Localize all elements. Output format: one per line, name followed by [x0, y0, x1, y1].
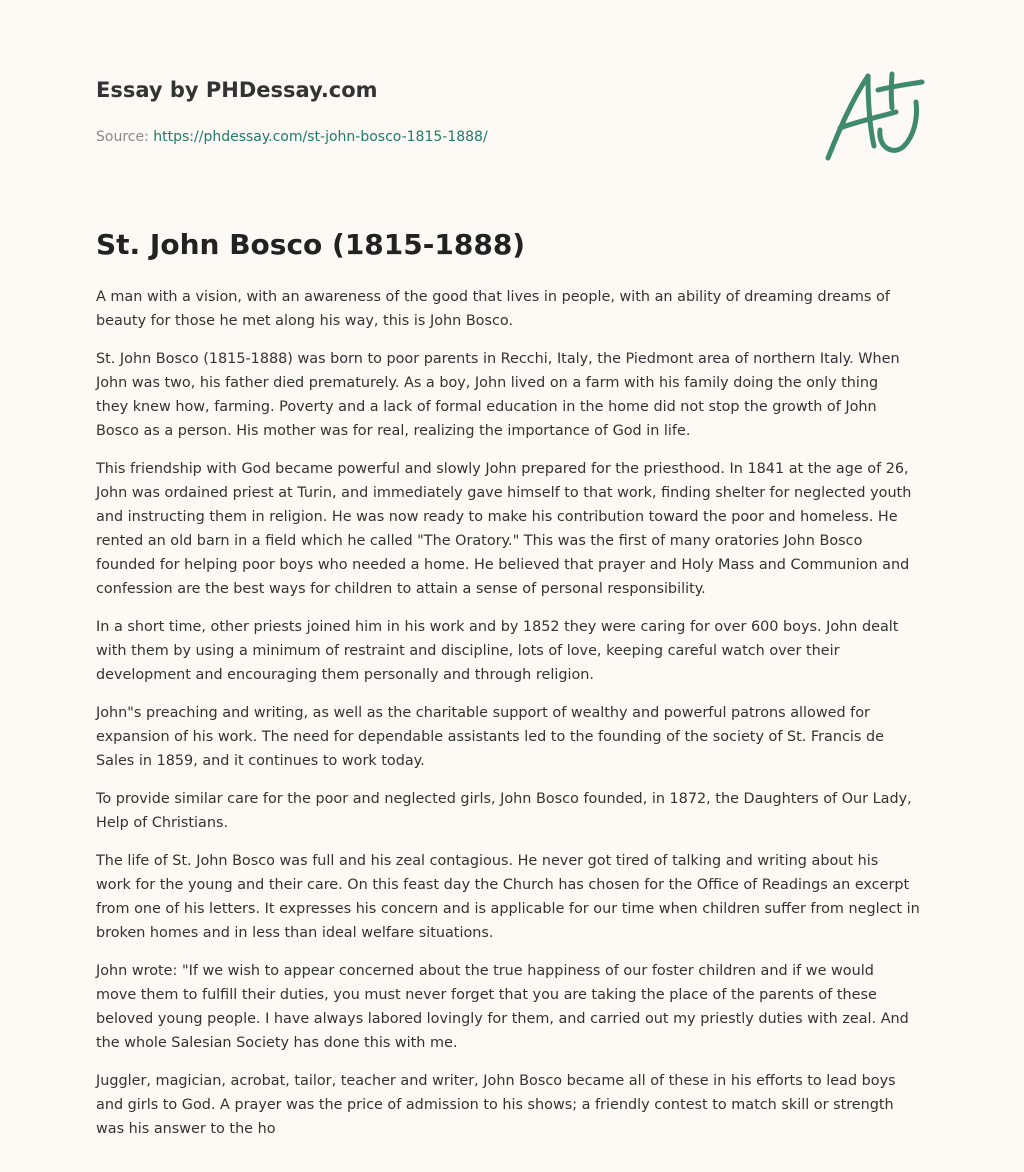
essay-paragraph — [96, 959, 930, 1055]
paragraph-line: beauty for those he met along his way, this is John Bosco. — [96, 313, 514, 329]
source-label: Source: — [96, 129, 149, 145]
essay-paragraph — [96, 615, 930, 687]
paragraph-line: In a short time, other priests joined him in his work and by 1852 they were caring for over 600 boys. John dealt — [96, 619, 899, 635]
paragraph-line: This friendship with God became powerful and slowly John prepared for the priesthood. In 1841 at the age of 26, — [96, 461, 909, 477]
paragraph-line: broken homes and in less than ideal welfare situations. — [96, 925, 494, 941]
essay-paragraph — [96, 701, 930, 773]
paragraph-line: move them to fulfill their duties, you must never forget that you are taking the place of the parents of these — [96, 987, 877, 1003]
essay-paragraph — [96, 849, 930, 945]
paragraph-line: confession are the best ways for children to attain a sense of personal responsibility. — [96, 581, 706, 597]
paragraph-line: expansion of his work. The need for dependable assistants led to the founding of the society of St. Francis de — [96, 729, 884, 745]
essay-paragraph — [96, 1069, 930, 1141]
source-link[interactable]: https://phdessay.com/st-john-bosco-1815-1888/ — [153, 129, 488, 145]
essay-title: St. John Bosco (1815-1888) — [96, 228, 526, 261]
paragraph-line: with them by using a minimum of restraint and discipline, lots of love, keeping careful watch over their — [96, 643, 840, 659]
paragraph-line: To provide similar care for the poor and neglected girls, John Bosco founded, in 1872, the Daughters of Our Lady, — [96, 791, 912, 807]
paragraph-line: John was two, his father died prematurely. As a boy, John lived on a farm with his family doing the only thing — [96, 375, 879, 391]
paragraph-line: the whole Salesian Society has done this with me. — [96, 1035, 458, 1051]
site-title: Essay by PHDessay.com — [96, 78, 378, 102]
paragraph-line: Help of Christians. — [96, 815, 229, 831]
paragraph-line: John was ordained priest at Turin, and immediately gave himself to that work, finding shelter for neglected youth — [96, 485, 912, 501]
paragraph-line: Bosco as a person. His mother was for real, realizing the importance of God in life. — [96, 423, 691, 439]
paragraph-line: beloved young people. I have always labored lovingly for them, and carried out my priestly duties with zeal. And — [96, 1011, 909, 1027]
paragraph-line: A man with a vision, with an awareness of the good that lives in people, with an ability of dreaming dreams of — [96, 289, 890, 305]
paragraph-line: founded for helping poor boys who needed a home. He believed that prayer and Holy Mass and Communion and — [96, 557, 910, 573]
source-line — [96, 128, 716, 146]
paragraph-line: St. John Bosco (1815-1888) was born to poor parents in Recchi, Italy, the Piedmont area of northern Italy. When — [96, 351, 900, 367]
paragraph-line: The life of St. John Bosco was full and his zeal contagious. He never got tired of talking and writing about his — [96, 853, 879, 869]
paragraph-line: rented an old barn in a field which he called "The Oratory." This was the first of many oratories John Bosco — [96, 533, 863, 549]
essay-paragraph — [96, 787, 930, 835]
paragraph-line: Sales in 1859, and it continues to work today. — [96, 753, 425, 769]
paragraph-line: and instructing them in religion. He was now ready to make his contribution toward the poor and homeless. He — [96, 509, 898, 525]
paragraph-line: and girls to God. A prayer was the price of admission to his shows; a friendly contest to match skill or strength — [96, 1097, 894, 1113]
a-plus-logo — [818, 66, 930, 166]
paragraph-line: Juggler, magician, acrobat, tailor, teacher and writer, John Bosco became all of these in his efforts to lead boys — [96, 1073, 896, 1089]
paragraph-line: John"s preaching and writing, as well as the charitable support of wealthy and powerful patrons allowed for — [96, 705, 870, 721]
paragraph-line: development and encouraging them personally and through religion. — [96, 667, 594, 683]
essay-body — [96, 285, 930, 1155]
paragraph-line: from one of his letters. It expresses his concern and is applicable for our time when children suffer from neglect in — [96, 901, 920, 917]
essay-paragraph — [96, 285, 930, 333]
paragraph-line: work for the young and their care. On this feast day the Church has chosen for the Office of Readings an excerpt — [96, 877, 910, 893]
page-header — [96, 76, 716, 146]
paragraph-line: John wrote: "If we wish to appear concerned about the true happiness of our foster children and if we would — [96, 963, 874, 979]
paragraph-line: was his answer to the ho — [96, 1121, 276, 1137]
paragraph-line: they knew how, farming. Poverty and a lack of formal education in the home did not stop the growth of John — [96, 399, 877, 415]
essay-paragraph — [96, 347, 930, 443]
essay-paragraph — [96, 457, 930, 601]
